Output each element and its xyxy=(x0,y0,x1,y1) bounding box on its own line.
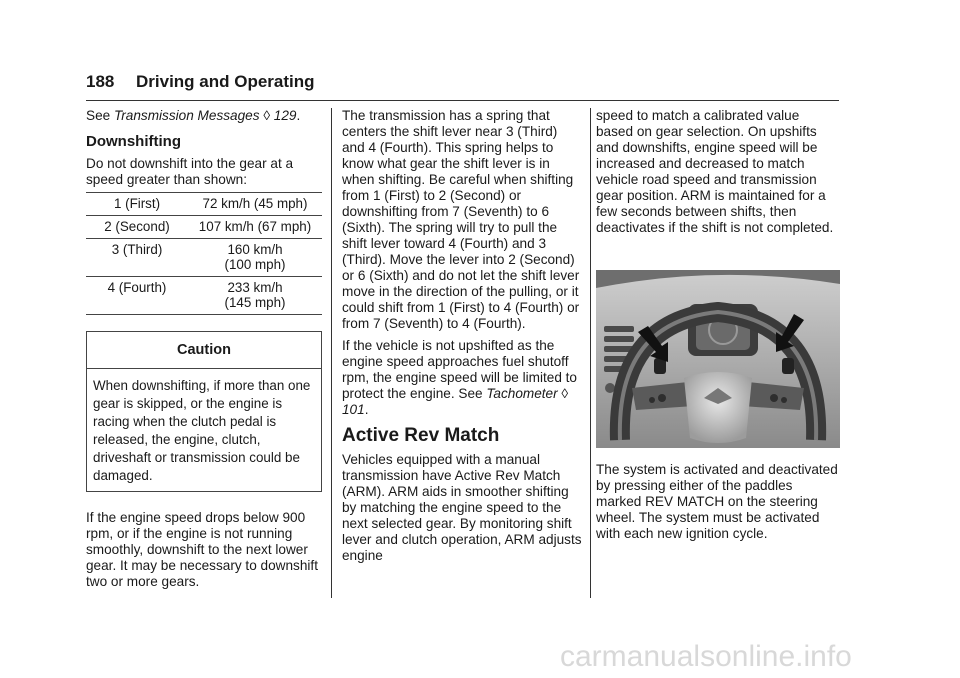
steering-wheel-paddles-image xyxy=(596,270,840,448)
arm-text: Vehicles equipped with a manual transmission have Active Rev Match (ARM). ARM aids in smoother shifting by matching the engine speed to the next selected gear. By monitoring shift lever and clutch operation, ARM adjusts engine xyxy=(342,452,582,563)
downshifting-heading: Downshifting xyxy=(86,133,181,150)
page-ref-arrow: ◊ xyxy=(561,386,569,401)
column-divider-right xyxy=(590,108,591,598)
gear-cell: 3 (Third) xyxy=(86,239,188,277)
downshifting-intro: Do not downshift into the gear at a speed greater than shown: xyxy=(86,156,294,187)
upshift-text: If the vehicle is not upshifted as the engine speed approaches fuel shutoff rpm, the engine speed will be limited to protect the engine. See Tachometer ◊ 101. xyxy=(342,338,577,417)
downshift-speed-table xyxy=(86,192,322,315)
column-2 xyxy=(342,108,582,570)
speed-cell: 233 km/h (145 mph) xyxy=(188,277,322,315)
transmission-messages-link[interactable]: Transmission Messages xyxy=(113,108,260,123)
spring-text: The transmission has a spring that centers the shift lever near 3 (Third) and 4 (Fourth). This spring helps to know what gear the shift lever is in when shifting. Be careful when shifting from 1 (First) to 2 (Second) or downshifting from 7 (Seventh) to 6 (Sixth). The spring will try to pull the shift lever toward 4 (Fourth) and 3 (Third). Move the lever into 2 (Second) or 6 (Sixth) and do not let the shift lever move in the direction of the pulling, or it could shift from 1 (First) to 4 (Fourth) or from 7 (Seventh) to 4 (Fourth). xyxy=(342,108,580,331)
speed-cell: 72 km/h (45 mph) xyxy=(188,193,322,216)
see-reference: See Transmission Messages ◊ 129. xyxy=(86,108,301,123)
caution-box xyxy=(86,331,322,492)
tachometer-link[interactable]: Tachometer xyxy=(486,386,558,401)
page-number: 188 xyxy=(86,72,115,91)
arm-continued-text: speed to match a calibrated value based on gear selection. On upshifts and downshifts, engine speed will be increased and decreased to match vehicle road speed and transmission gear position. ARM is maintained for a few seconds between shifts, then deactivates if the shift is not completed. xyxy=(596,108,834,235)
gear-cell: 2 (Second) xyxy=(86,216,188,239)
speed-table-row xyxy=(86,239,322,277)
gear-cell: 1 (First) xyxy=(86,193,188,216)
section-title: Driving and Operating xyxy=(136,72,315,91)
watermark: carmanualsonline.info xyxy=(560,640,852,673)
speed-cell: 160 km/h (100 mph) xyxy=(188,239,322,277)
speed-table-row xyxy=(86,193,322,216)
page-ref-arrow: ◊ xyxy=(263,108,271,123)
speed-cell: 107 km/h (67 mph) xyxy=(188,216,322,239)
engine-speed-drop-text: If the engine speed drops below 900 rpm, or if the engine is not running smoothly, downshift to the next lower gear. It may be necessary to downshift two or more gears. xyxy=(86,510,318,589)
column-3 xyxy=(596,108,840,548)
speed-table-row xyxy=(86,216,322,239)
caution-text: When downshifting, if more than one gear is skipped, or the engine is racing when the clutch pedal is released, the engine, clutch, driveshaft or transmission could be damaged. xyxy=(93,378,311,483)
caution-title: Caution xyxy=(87,332,321,369)
system-activation-text: The system is activated and deactivated by pressing either of the paddles marked REV MATCH on the steering wheel. The system must be activated with each new ignition cycle. xyxy=(596,462,838,541)
column-1 xyxy=(86,108,322,596)
header-rule xyxy=(86,100,839,101)
speed-table-row xyxy=(86,277,322,315)
active-rev-match-heading: Active Rev Match xyxy=(342,425,500,446)
gear-cell: 4 (Fourth) xyxy=(86,277,188,315)
page-header xyxy=(86,72,839,92)
column-divider-left xyxy=(331,108,332,598)
